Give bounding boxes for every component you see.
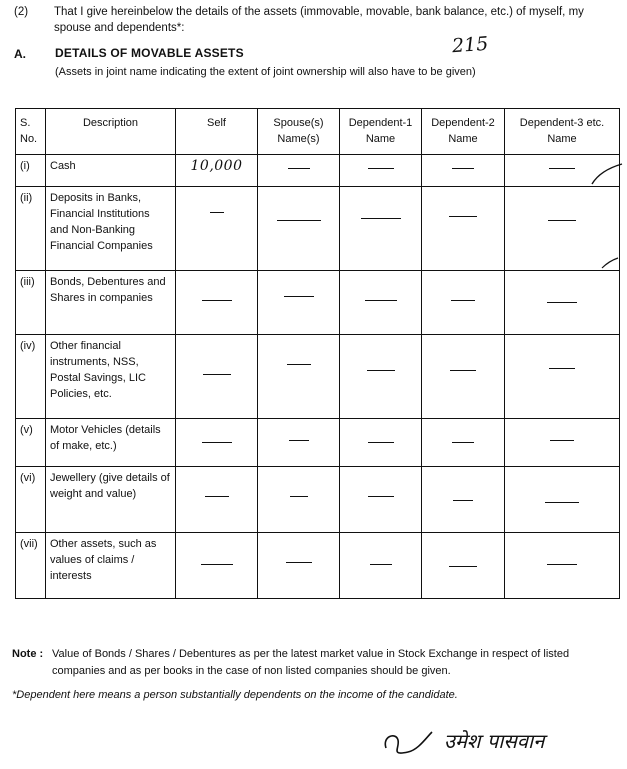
dash-mark [210,212,224,213]
table-row [16,467,620,533]
row-sno: (i) [16,155,46,187]
dash-mark [368,168,394,169]
row-spouse-value [258,155,340,187]
row-dep3-value [505,419,620,467]
dash-mark [202,442,232,443]
row-self-value [176,533,258,599]
row-description: Bonds, Debentures and Shares in companies [46,271,176,335]
dash-mark [288,168,310,169]
dash-mark [277,220,321,221]
row-dep2-value [422,271,505,335]
row-dep2-value [422,155,505,187]
header-dependent-1: Dependent-1 Name [340,109,422,155]
row-spouse-value [258,419,340,467]
dash-mark [453,500,473,501]
row-description: Other financial instruments, NSS, Postal Savings, LIC Policies, etc. [46,335,176,419]
table-header-row [16,109,620,155]
row-dep3-value [505,271,620,335]
row-self-value [176,419,258,467]
note-label: Note : [12,648,44,660]
dash-mark [202,300,232,301]
row-dep2-value [422,187,505,271]
signature-svg [380,718,620,764]
row-spouse-value [258,187,340,271]
header-self: Self [176,109,258,155]
dash-mark [287,364,311,365]
dash-mark [201,564,233,565]
table-row [16,533,620,599]
cash-self-value: 10,000 [190,158,243,174]
row-dep2-value [422,419,505,467]
row-spouse-value [258,335,340,419]
dash-mark [550,440,574,441]
dash-mark [549,168,575,169]
row-description: Motor Vehicles (details of make, etc.) [46,419,176,467]
row-dep2-value [422,335,505,419]
row-self-value [176,335,258,419]
row-description: Deposits in Banks, Financial Institutions and Non-Banking Financial Companies [46,187,176,271]
dash-mark [449,216,477,217]
table-row [16,335,620,419]
row-sno: (v) [16,419,46,467]
row-spouse-value [258,467,340,533]
dash-mark [451,300,475,301]
row-spouse-value [258,271,340,335]
row-sno: (iv) [16,335,46,419]
table-row [16,155,620,187]
row-dep1-value [340,467,422,533]
row-dep2-value [422,533,505,599]
section-letter: A. [14,47,26,61]
row-description: Cash [46,155,176,187]
dash-mark [368,442,394,443]
row-self-value [176,271,258,335]
row-self-value [176,467,258,533]
handwritten-page-number: 215 [451,32,489,58]
row-dep1-value [340,419,422,467]
table-row [16,419,620,467]
dash-mark [286,562,312,563]
dependent-definition-note: *Dependent here means a person substantially dependents on the income of the candidate. [12,689,458,701]
row-sno: (vii) [16,533,46,599]
dash-mark [205,496,229,497]
signature [380,718,620,764]
header-description: Description [46,109,176,155]
section-title: DETAILS OF MOVABLE ASSETS [55,46,244,60]
dash-mark [452,168,474,169]
row-dep3-value [505,533,620,599]
row-sno: (iii) [16,271,46,335]
table-row [16,187,620,271]
dash-mark [450,370,476,371]
header-sno: S. No. [16,109,46,155]
dash-mark [449,566,477,567]
dash-mark [365,300,397,301]
dash-mark [203,374,231,375]
row-self-value [176,187,258,271]
header-spouse: Spouse(s) Name(s) [258,109,340,155]
dash-mark [361,218,401,219]
row-dep2-value [422,467,505,533]
header-dependent-3: Dependent-3 etc. Name [505,109,620,155]
row-sno: (ii) [16,187,46,271]
row-dep1-value [340,335,422,419]
row-dep1-value [340,271,422,335]
dash-mark [368,496,394,497]
dash-mark [547,564,577,565]
row-description: Jewellery (give details of weight and value) [46,467,176,533]
row-description: Other assets, such as values of claims / interests [46,533,176,599]
signature-text: उमेश पासवान [444,729,545,753]
dash-mark [289,440,309,441]
row-dep3-value [505,335,620,419]
header-dependent-2: Dependent-2 Name [422,109,505,155]
dash-mark [547,302,577,303]
dash-mark [452,442,474,443]
dash-mark [548,220,576,221]
row-spouse-value [258,533,340,599]
section-subtitle: (Assets in joint name indicating the extent of joint ownership will also have to be given) [55,66,476,78]
dash-mark [545,502,579,503]
dash-mark [284,296,314,297]
row-dep3-value [505,467,620,533]
note-text: Value of Bonds / Shares / Debentures as per the latest market value in Stock Exchange in respect of listed companies and as per books in the case of non listed companies should be given. [52,648,570,677]
margin-pen-mark [588,160,624,270]
intro-number: (2) [14,6,29,18]
row-sno: (vi) [16,467,46,533]
row-self-value [176,155,258,187]
movable-assets-table [15,108,620,599]
dash-mark [290,496,308,497]
row-dep1-value [340,155,422,187]
dash-mark [367,370,395,371]
row-dep1-value [340,533,422,599]
intro-text: That I give hereinbelow the details of the assets (immovable, movable, bank balance, etc.) of myself, my spouse and dependents*: [54,6,584,34]
row-dep1-value [340,187,422,271]
dash-mark [370,564,392,565]
table-row [16,271,620,335]
dash-mark [549,368,575,369]
